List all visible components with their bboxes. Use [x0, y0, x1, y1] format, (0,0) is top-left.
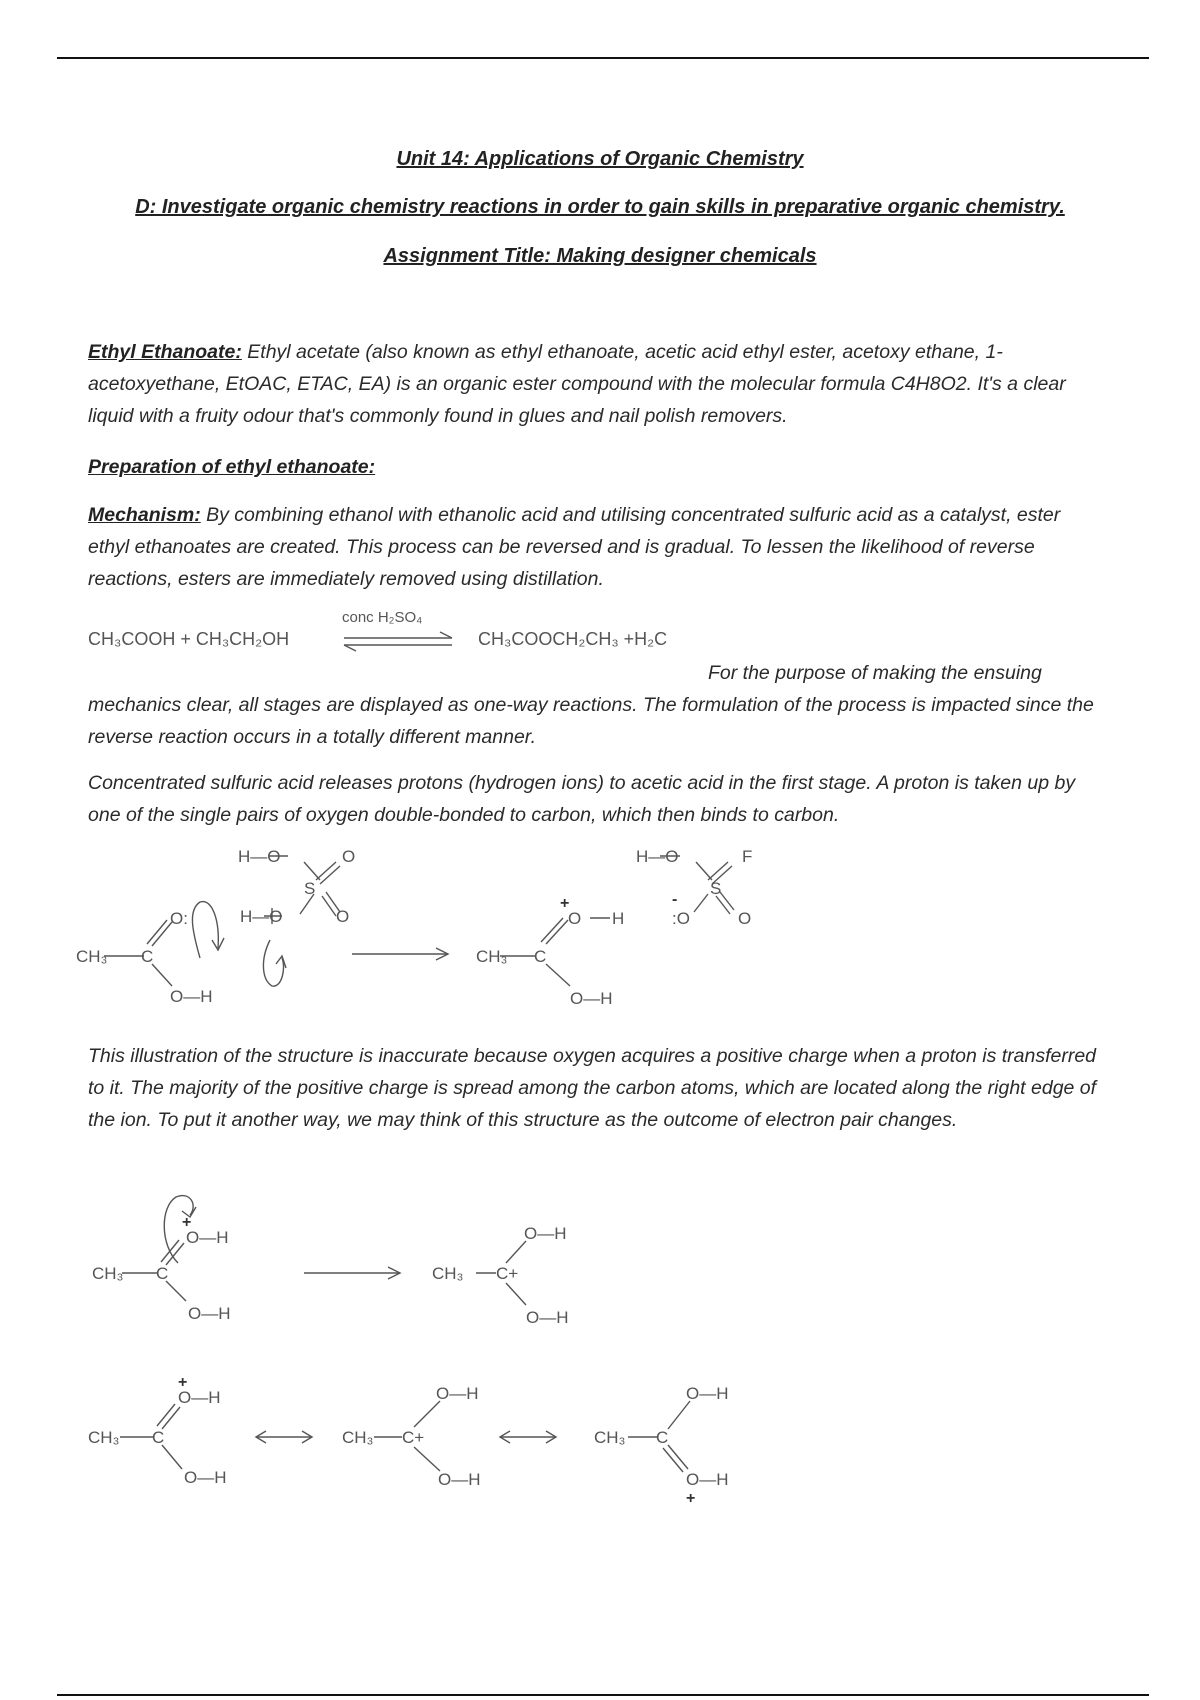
oxonium-oh-r3: O—H — [686, 1470, 729, 1489]
acid-ho-bottom: H—O — [240, 907, 283, 926]
ch3-right: CH₃ — [476, 947, 508, 966]
preparation-lead: Preparation of ethyl ethanoate: — [88, 456, 376, 478]
oxonium-oh-a: O—H — [186, 1228, 229, 1247]
carbon-r3: C — [656, 1428, 669, 1447]
ch3-a: CH₃ — [92, 1264, 124, 1283]
unit-heading: Unit 14: Applications of Organic Chemistry — [396, 148, 804, 170]
bisulfate-o-bottom: O — [738, 909, 752, 928]
electron-shift-diagram — [0, 1185, 1200, 1335]
preparation-heading — [88, 451, 1100, 483]
purpose-line-1: For the purpose of making the ensuing — [708, 662, 1042, 684]
hydroxyl-left: O—H — [170, 987, 213, 1006]
hydroxyl-right: O—H — [570, 989, 613, 1008]
carbocation-r2: C+ — [402, 1428, 425, 1447]
objective-heading: D: Investigate organic chemistry reactions in order to gain skills in preparative organic chemistry. — [135, 196, 1065, 218]
ch3-r1: CH₃ — [88, 1428, 120, 1447]
bisulfate-o-top: F — [742, 847, 753, 866]
protonated-oxygen: O — [568, 909, 582, 928]
resonance-diagram — [0, 1365, 1200, 1505]
hydroxyl-r2-bottom: O—H — [438, 1470, 481, 1489]
intro-lead: Ethyl Ethanoate: — [88, 341, 242, 363]
top-rule — [57, 57, 1149, 59]
purpose-paragraph: mechanics clear, all stages are displayed as one-way reactions. The formulation of the process is impacted since the reverse reaction occurs in a totally different manner. — [88, 694, 1094, 748]
equation-reactants: CH₃COOH + CH₃CH₂OH — [88, 629, 290, 649]
acid-o-top: O — [342, 847, 356, 866]
equilibrium-arrow — [344, 632, 452, 651]
plus-charge-4: + — [686, 1490, 696, 1505]
hydroxyl-b-bottom: O—H — [526, 1308, 569, 1327]
ch3-r3: CH₃ — [594, 1428, 626, 1447]
hydroxyl-r2-top: O—H — [436, 1384, 479, 1403]
mechanism-lead: Mechanism: — [88, 504, 201, 526]
intro-text: Ethyl acetate (also known as ethyl ethanoate, acetic acid ethyl ester, acetoxy ethane, 1-acetoxyethane, EtOAC, ETAC, EA) is an organic ester compound with the molecular formula C4H8O2. It's a clear liquid with a fruity odour that's commonly found in glues and nail polish removers. — [88, 341, 1066, 427]
sulfur-right: S — [710, 879, 722, 898]
hydroxyl-r1: O—H — [184, 1468, 227, 1487]
sulfur-left: S — [304, 879, 316, 898]
protonated-h: H — [612, 909, 625, 928]
bisulfate-o-neg: :O — [672, 909, 690, 928]
equation-catalyst: conc H₂SO₄ — [342, 609, 423, 626]
bisulfate-ho: H—O — [636, 847, 679, 866]
ch3-b: CH₃ — [432, 1264, 464, 1283]
carbon-a: C — [156, 1264, 169, 1283]
mechanism-text: By combining ethanol with ethanolic acid and utilising concentrated sulfuric acid as a catalyst, ester ethyl ethanoates are created. This process can be reversed and is gradual. To lessen the likelihood of reverse reactions, esters are immediately removed using distillation. — [88, 504, 1061, 590]
structure-paragraph: This illustration of the structure is inaccurate because oxygen acquires a positive charge when a proton is transferred to it. The majority of the positive charge is spread among the carbon atoms, which are located along the right edge of the ion. To put it another way, we may think of this structure as the outcome of electron pair changes. — [88, 1045, 1097, 1131]
protonation-diagram — [0, 840, 1200, 1015]
plus-charge-2: + — [182, 1214, 192, 1231]
carbon-right: C — [534, 947, 547, 966]
ch3-r2: CH₃ — [342, 1428, 374, 1447]
equation-products: CH₃COOCH₂CH₃ +H₂C — [478, 629, 668, 649]
acid-ho-top: H—O — [238, 847, 281, 866]
oxonium-oh-r1: O—H — [178, 1388, 221, 1407]
stage1-paragraph: Concentrated sulfuric acid releases protons (hydrogen ions) to acetic acid in the first stage. A proton is taken up by one of the single pairs of oxygen double-bonded to carbon, which then binds to carbon. — [88, 772, 1076, 826]
carbon-left: C — [141, 947, 154, 966]
carbon-r1: C — [152, 1428, 165, 1447]
plus-charge-1: + — [560, 895, 570, 912]
minus-charge: - — [672, 891, 678, 908]
hydroxyl-a: O—H — [188, 1304, 231, 1323]
acid-o-bottom: O — [336, 907, 350, 926]
overall-equation — [0, 600, 1200, 660]
carbonyl-oxygen: O: — [170, 909, 188, 928]
bottom-rule — [57, 1694, 1149, 1696]
mechanism-paragraph — [88, 499, 1100, 595]
ch3-left: CH₃ — [76, 947, 108, 966]
plus-charge-3: + — [178, 1374, 188, 1391]
assignment-heading: Assignment Title: Making designer chemicals — [383, 245, 817, 267]
intro-paragraph — [88, 336, 1100, 432]
hydroxyl-r3-top: O—H — [686, 1384, 729, 1403]
carbocation-b: C+ — [496, 1264, 519, 1283]
hydroxyl-b-top: O—H — [524, 1224, 567, 1243]
